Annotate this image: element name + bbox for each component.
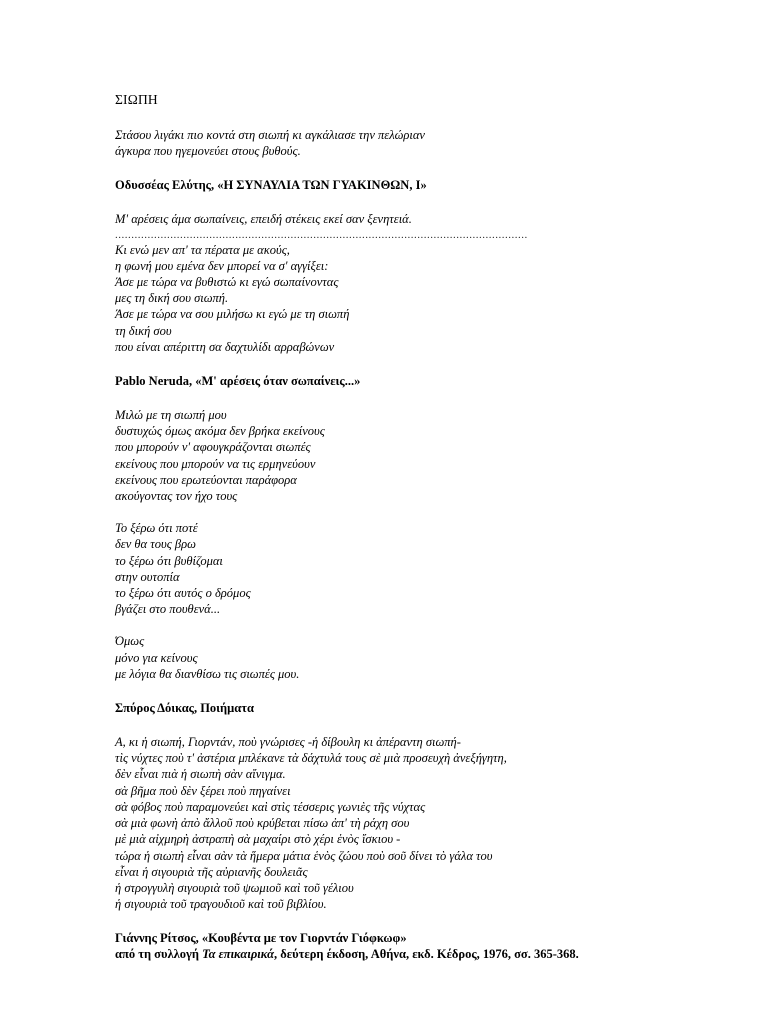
quote-ritsos [115,734,735,912]
poem-line: με λόγια θα διανθίσω τις σιωπές μου. [115,666,300,681]
poem-line: Το ξέρω ότι ποτέ [115,521,198,536]
poem-line: ἡ στρογγυλὴ σιγουριὰ τοῦ ψωμιοῦ καὶ τοῦ γέλιου [115,880,354,895]
poem-line: μες τη δική σου σιωπή. [115,291,229,306]
poem-line: Άσε με τώρα να βυθιστώ κι εγώ σωπαίνοντας [115,275,339,290]
ellipsis-separator: ............................................................................................................................... [115,228,528,241]
attribution-work: «Κουβέντα με τον Γιορντάν Γιόφκωφ» [201,931,407,946]
quote-doikas [115,407,735,682]
poem-line: τώρα ἡ σιωπὴ εἶναι σὰν τὰ ἥμερα μάτια ἑνὸς ζώου ποὺ σοῦ δίνει τὸ γάλα του [115,848,493,863]
poem-line: εκείνους που μπορούν να τις ερμηνεύουν [115,456,316,471]
poem-line: εκείνους που ερωτεύονται παράφορα [115,472,297,487]
poem-line: σὰ φόβος ποὺ παραμονεύει καὶ στὶς τέσσερις γωνιὲς τῆς νύχτας [115,799,426,814]
quote-neruda [115,211,735,355]
poem-line: Όμως [115,634,145,649]
poem-line: μόνο για κείνους [115,650,198,665]
poem-line: δὲν εἶναι πιὰ ἡ σιωπὴ σὰν αἴνιγμα. [115,767,286,782]
poem-line: το ξέρω ότι βυθίζομαι [115,553,223,568]
poem-line: το ξέρω ότι αυτός ο δρόμος [115,586,251,601]
attribution-author: Οδυσσέας Ελύτης [115,178,211,193]
poem-line: τη δική σου [115,323,172,338]
poem-line: βγάζει στο πουθενά... [115,602,221,617]
poem-line: Μ' αρέσεις άμα σωπαίνεις, επειδή στέκεις εκεί σαν ξενητειά. [115,212,412,227]
poem-line: Άσε με τώρα να σου μιλήσω κι εγώ με τη σιωπή [115,307,350,322]
attribution-author: Σπύρος Δόικας [115,701,194,716]
attribution-work: «Μ' αρέσεις όταν σωπαίνεις...» [195,374,361,389]
poem-line: σὰ βῆμα ποὺ δὲν ξέρει ποὺ πηγαίνει [115,783,291,798]
page-title: ΣΙΩΠΗ [115,92,158,107]
poem-line: ακούγοντας τον ήχο τους [115,489,238,504]
poem-line: που μπορούν ν' αφουγκράζονται σιωπές [115,440,311,455]
attribution-elytis: Οδυσσέας Ελύτης, «Η ΣΥΝΑΥΛΙΑ ΤΩΝ ΓΥΑΚΙΝΘΩΝ, Ι» [115,178,427,193]
poem-line: άγκυρα που ηγεμονεύει στους βυθούς. [115,144,301,159]
poem-line: η φωνή μου εμένα δεν μπορεί να σ' αγγίξει: [115,258,329,273]
source-book-title: Τα επικαιρικά [202,947,275,962]
poem-line: μὲ μιὰ αἰχμηρὴ ἀστραπὴ σὰ μαχαίρι στὸ χέρι ἑνὸς ἴσκιου - [115,832,401,847]
poem-line: εἶναι ἡ σιγουριὰ τῆς αὐριανῆς δουλειᾶς [115,864,308,879]
poem-line: τὶς νύχτες ποὺ τ' ἀστέρια μπλέκανε τὰ δάχτυλά τους σὲ μιὰ προσευχὴ ἀνεξήγητη, [115,751,507,766]
attribution-source [115,946,735,962]
attribution-neruda: Pablo Neruda, «Μ' αρέσεις όταν σωπαίνεις...» [115,374,361,389]
document-page [115,92,735,962]
poem-line: στην ουτοπία [115,569,180,584]
attribution-ritsos: Γιάννης Ρίτσος, «Κουβέντα με τον Γιορντάν Γιόφκωφ» [115,931,407,946]
poem-line: Κι ενώ μεν απ' τα πέρατα με ακούς, [115,242,290,257]
quote-elytis [115,127,735,159]
attribution-doikas: Σπύρος Δόικας, Ποιήματα [115,701,254,716]
attribution-author: Γιάννης Ρίτσος [115,931,196,946]
source-details: , δεύτερη έκδοση, Αθήνα, εκδ. Κέδρος, 1976, σσ. 365-368. [274,947,579,962]
attribution-work: «Η ΣΥΝΑΥΛΙΑ ΤΩΝ ΓΥΑΚΙΝΘΩΝ, Ι» [217,178,427,193]
poem-line: δυστυχώς όμως ακόμα δεν βρήκα εκείνους [115,424,325,439]
attribution-work: Ποιήματα [200,701,254,716]
poem-line: που είναι απέριττη σα δαχτυλίδι αρραβώνων [115,339,335,354]
poem-line: Μιλώ με τη σιωπή μου [115,408,227,423]
poem-line: σὰ μιὰ φωνὴ ἀπὸ ἄλλοῦ ποὺ κρύβεται πίσω ἀπ' τὴ ράχη σου [115,816,410,831]
poem-line: Στάσου λιγάκι πιο κοντά στη σιωπή κι αγκάλιασε την πελώριαν [115,128,425,142]
poem-line: δεν θα τους βρω [115,537,196,552]
attribution-author: Pablo Neruda [115,374,189,389]
poem-line: Α, κι ἡ σιωπή, Γιορντάν, ποὺ γνώρισες -ἡ δίβουλη κι ἀπέραντη σιωπή- [115,735,461,750]
source-prefix: από τη συλλογή [115,947,199,962]
poem-line: ἡ σιγουριὰ τοῦ τραγουδιοῦ καὶ τοῦ βιβλίου. [115,897,327,912]
